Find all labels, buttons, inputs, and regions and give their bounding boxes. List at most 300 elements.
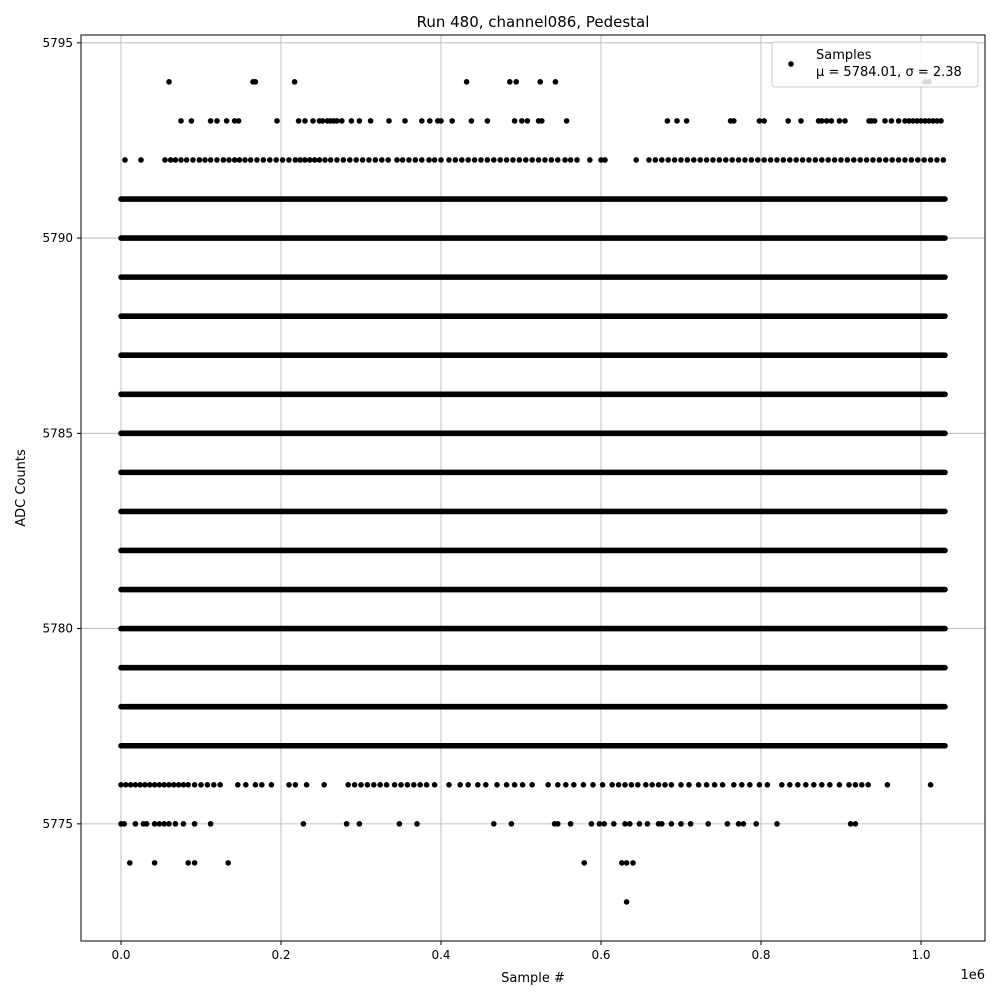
sample-point <box>147 782 153 788</box>
sample-point <box>704 157 710 163</box>
sample-point <box>224 118 230 124</box>
sample-point <box>184 157 190 163</box>
sample-point <box>334 157 340 163</box>
sample-point <box>803 782 809 788</box>
sample-point <box>133 782 139 788</box>
sample-point <box>574 157 580 163</box>
sample-point <box>848 821 854 827</box>
sample-point <box>360 157 366 163</box>
sample-point <box>457 782 463 788</box>
sample-point <box>609 782 615 788</box>
sample-point <box>426 157 432 163</box>
sample-point <box>344 821 350 827</box>
sample-point <box>564 118 570 124</box>
sample-point <box>427 118 433 124</box>
sample-point <box>757 782 763 788</box>
sample-point <box>555 782 561 788</box>
sample-point <box>731 118 737 124</box>
sample-point <box>176 782 182 788</box>
sample-point <box>432 782 438 788</box>
x-tick-label: 0.8 <box>751 948 771 962</box>
x-tick-label: 1.0 <box>911 948 931 962</box>
sample-point <box>322 157 328 163</box>
sample-point <box>459 157 465 163</box>
sample-point <box>710 157 716 163</box>
sample-point <box>624 899 630 905</box>
sample-point <box>137 782 143 788</box>
sample-point <box>197 157 203 163</box>
sample-point <box>226 157 232 163</box>
sample-point <box>312 157 318 163</box>
sample-point <box>394 157 400 163</box>
sample-point <box>339 118 345 124</box>
sample-point <box>192 860 198 866</box>
sample-point <box>885 782 891 788</box>
sample-point <box>254 157 260 163</box>
sample-point <box>357 821 363 827</box>
sample-point <box>774 157 780 163</box>
sample-point <box>261 157 267 163</box>
sample-point <box>166 782 172 788</box>
sample-point <box>549 157 555 163</box>
sample-point <box>859 782 865 788</box>
sample-point <box>280 157 286 163</box>
sample-point <box>669 782 675 788</box>
sample-point <box>253 782 259 788</box>
sample-point <box>491 821 497 827</box>
sample-point <box>478 157 484 163</box>
sample-point <box>509 821 515 827</box>
sample-point <box>321 782 327 788</box>
sample-point <box>568 821 574 827</box>
sample-point <box>741 821 747 827</box>
sample-point <box>819 118 825 124</box>
sample-point <box>185 860 191 866</box>
sample-point <box>686 782 692 788</box>
sample-point <box>649 782 655 788</box>
sample-point <box>806 157 812 163</box>
sample-point <box>208 157 214 163</box>
sample-point <box>902 157 908 163</box>
sample-point <box>366 157 372 163</box>
sample-point <box>334 118 340 124</box>
legend-entry-label: Samples <box>816 48 872 63</box>
sample-point <box>882 118 888 124</box>
sample-point <box>877 157 883 163</box>
sample-point <box>697 157 703 163</box>
sample-point <box>798 118 804 124</box>
sample-point <box>446 157 452 163</box>
sample-point <box>406 157 412 163</box>
sample-point <box>417 782 423 788</box>
sample-point <box>853 821 859 827</box>
sample-point <box>928 782 934 788</box>
sample-point <box>568 157 574 163</box>
sample-point <box>616 782 622 788</box>
sample-point <box>386 118 392 124</box>
sample-point <box>832 157 838 163</box>
sample-point <box>665 118 671 124</box>
sample-point <box>513 79 519 85</box>
sample-point <box>297 157 303 163</box>
sample-point <box>646 157 652 163</box>
sample-point <box>121 821 127 827</box>
sample-point <box>829 118 835 124</box>
sample-point <box>504 782 510 788</box>
sample-point <box>819 782 825 788</box>
sample-point <box>357 118 363 124</box>
sample-point <box>465 782 471 788</box>
sample-point <box>645 821 651 827</box>
sample-point <box>619 860 625 866</box>
sample-point <box>349 118 355 124</box>
sample-point <box>341 157 347 163</box>
sample-point <box>529 157 535 163</box>
sample-point <box>865 782 871 788</box>
sample-point <box>214 118 220 124</box>
sample-point <box>889 157 895 163</box>
sample-point <box>779 782 785 788</box>
sample-point <box>889 118 895 124</box>
sample-point <box>166 821 172 827</box>
sample-point <box>181 821 187 827</box>
sample-point <box>761 118 767 124</box>
sample-point <box>896 157 902 163</box>
sample-point <box>419 118 425 124</box>
sample-point <box>242 157 248 163</box>
sample-point <box>358 782 364 788</box>
y-tick-label: 5785 <box>42 426 73 441</box>
sample-point <box>347 157 353 163</box>
sample-point <box>529 782 535 788</box>
sample-point <box>438 118 444 124</box>
sample-point <box>504 157 510 163</box>
sample-point <box>725 821 731 827</box>
sample-point <box>142 782 148 788</box>
sample-point <box>597 821 603 827</box>
sample-point <box>629 782 635 788</box>
sample-point <box>938 118 944 124</box>
sample-point <box>590 782 596 788</box>
sample-point <box>353 157 359 163</box>
sample-point <box>601 821 607 827</box>
sample-point <box>510 157 516 163</box>
sample-point <box>208 118 214 124</box>
sample-point <box>857 157 863 163</box>
sample-point <box>152 860 158 866</box>
sample-point <box>449 118 455 124</box>
sample-point <box>236 118 242 124</box>
sample-point <box>684 118 690 124</box>
sample-point <box>273 157 279 163</box>
sample-point <box>392 782 398 788</box>
y-tick-label: 5795 <box>42 35 73 50</box>
sample-point <box>267 157 273 163</box>
sample-point <box>198 782 204 788</box>
sample-point <box>846 782 852 788</box>
sample-point <box>128 782 134 788</box>
chart-title: Run 480, channel086, Pedestal <box>416 13 650 31</box>
sample-point <box>696 782 702 788</box>
sample-point <box>157 821 163 827</box>
sample-point <box>768 157 774 163</box>
sample-point <box>555 821 561 827</box>
sample-point <box>837 118 843 124</box>
sample-point <box>497 157 503 163</box>
sample-point <box>301 821 307 827</box>
sample-point <box>208 821 214 827</box>
sample-point <box>635 782 641 788</box>
sample-point <box>211 782 217 788</box>
sample-point <box>678 821 684 827</box>
sample-point <box>787 157 793 163</box>
sample-point <box>243 782 249 788</box>
y-axis-label: ADC Counts <box>14 449 29 527</box>
sample-point <box>214 157 220 163</box>
sample-point <box>672 157 678 163</box>
sample-point <box>161 821 167 827</box>
sample-point <box>122 157 128 163</box>
sample-point <box>525 118 531 124</box>
sample-point <box>373 157 379 163</box>
sample-point <box>656 782 662 788</box>
sample-point <box>736 157 742 163</box>
sample-point <box>761 157 767 163</box>
sample-point <box>368 118 374 124</box>
sample-point <box>813 157 819 163</box>
sample-point <box>507 79 513 85</box>
sample-point <box>162 157 168 163</box>
sample-point <box>446 782 452 788</box>
x-tick-label: 0.2 <box>271 948 291 962</box>
sample-point <box>757 118 763 124</box>
sample-point <box>827 782 833 788</box>
sample-point <box>192 782 198 788</box>
sample-point <box>712 782 718 788</box>
sample-point <box>157 782 163 788</box>
sample-point <box>293 157 299 163</box>
sample-point <box>765 782 771 788</box>
sample-point <box>717 157 723 163</box>
sample-point <box>377 782 383 788</box>
sample-point <box>785 118 791 124</box>
sample-point <box>581 782 587 788</box>
sample-point <box>800 157 806 163</box>
sample-point <box>517 157 523 163</box>
sample-point <box>755 157 761 163</box>
sample-point <box>787 782 793 788</box>
sample-point <box>915 157 921 163</box>
sample-point <box>384 782 390 788</box>
legend-marker <box>788 61 794 67</box>
sample-point <box>161 782 167 788</box>
sample-point <box>749 157 755 163</box>
sample-point <box>402 118 408 124</box>
sample-point <box>328 157 334 163</box>
sample-point <box>302 118 308 124</box>
sample-point <box>662 782 668 788</box>
sample-point <box>371 782 377 788</box>
sample-point <box>653 157 659 163</box>
sample-point <box>491 157 497 163</box>
sample-point <box>739 782 745 788</box>
sample-point <box>379 157 385 163</box>
sample-point <box>398 782 404 788</box>
sample-point <box>581 860 587 866</box>
sample-point <box>811 782 817 788</box>
sample-point <box>781 157 787 163</box>
sample-point <box>178 118 184 124</box>
sample-point <box>637 821 643 827</box>
sample-point <box>659 821 665 827</box>
sample-point <box>688 821 694 827</box>
sample-point <box>123 782 129 788</box>
sample-point <box>345 782 351 788</box>
sample-point <box>166 79 172 85</box>
sample-point <box>825 157 831 163</box>
sample-point <box>602 157 608 163</box>
sample-point <box>202 157 208 163</box>
sample-point <box>232 157 238 163</box>
sample-point <box>259 782 265 788</box>
sample-point <box>921 157 927 163</box>
sample-point <box>253 79 259 85</box>
sample-point <box>539 118 545 124</box>
sample-point <box>485 157 491 163</box>
sample-point <box>872 118 878 124</box>
x-axis-label: Sample # <box>501 971 565 986</box>
sample-point <box>152 821 158 827</box>
x-axis-offset-label: 1e6 <box>960 968 985 983</box>
sample-point <box>304 782 310 788</box>
sample-point <box>571 782 577 788</box>
y-tick-label: 5790 <box>42 231 73 246</box>
sample-point <box>293 782 299 788</box>
sample-point <box>704 782 710 788</box>
sample-point <box>269 782 275 788</box>
sample-point <box>152 782 158 788</box>
sample-point <box>928 157 934 163</box>
sample-point <box>400 157 406 163</box>
sample-point <box>842 118 848 124</box>
sample-point <box>934 157 940 163</box>
sample-point <box>171 782 177 788</box>
sample-point <box>317 157 323 163</box>
sample-point <box>853 782 859 788</box>
sample-point <box>600 782 606 788</box>
sample-point <box>302 157 308 163</box>
sample-point <box>483 782 489 788</box>
sample-point <box>274 118 280 124</box>
sample-point <box>286 157 292 163</box>
sample-point <box>307 157 313 163</box>
sample-point <box>542 157 548 163</box>
sample-point <box>138 157 144 163</box>
sample-point <box>397 821 403 827</box>
sample-point <box>310 118 316 124</box>
sample-point <box>248 157 254 163</box>
x-tick-label: 0.4 <box>431 948 451 962</box>
sample-point <box>519 118 525 124</box>
sample-point <box>453 157 459 163</box>
sample-point <box>292 79 298 85</box>
sample-point <box>633 157 639 163</box>
sample-point <box>133 821 139 827</box>
sample-point <box>753 821 759 827</box>
sample-point <box>173 157 179 163</box>
sample-point <box>941 157 947 163</box>
sample-point <box>674 118 680 124</box>
sample-point <box>286 782 292 788</box>
sample-point <box>173 821 179 827</box>
sample-point <box>624 860 630 866</box>
sample-point <box>523 157 529 163</box>
sample-point <box>365 782 371 788</box>
sample-point <box>352 782 358 788</box>
sample-point <box>837 782 843 788</box>
sample-point <box>181 782 187 788</box>
sample-point <box>819 157 825 163</box>
sample-point <box>190 157 196 163</box>
sample-point <box>630 860 636 866</box>
sample-point <box>563 782 569 788</box>
sample-point <box>845 157 851 163</box>
sample-point <box>851 157 857 163</box>
sample-point <box>729 157 735 163</box>
sample-point <box>723 157 729 163</box>
sample-point <box>705 821 711 827</box>
sample-point <box>205 782 211 788</box>
sample-point <box>469 118 475 124</box>
sample-point <box>864 157 870 163</box>
sample-point <box>537 79 543 85</box>
sample-point <box>678 157 684 163</box>
sample-point <box>622 821 628 827</box>
sample-point <box>296 118 302 124</box>
sample-point <box>225 860 231 866</box>
sample-point <box>217 782 223 788</box>
sample-point <box>562 157 568 163</box>
sample-point <box>731 782 737 788</box>
sample-point <box>512 118 518 124</box>
sample-point <box>485 118 491 124</box>
sample-point <box>411 782 417 788</box>
sample-point <box>464 79 470 85</box>
sample-point <box>438 157 444 163</box>
sample-point <box>883 157 889 163</box>
sample-point <box>553 79 559 85</box>
y-tick-label: 5775 <box>42 816 73 831</box>
sample-point <box>178 157 184 163</box>
sample-point <box>185 782 191 788</box>
legend-entry-stats: μ = 5784.01, σ = 2.38 <box>816 65 962 80</box>
sample-point <box>896 118 902 124</box>
sample-point <box>643 782 649 788</box>
sample-point <box>237 157 243 163</box>
sample-point <box>235 782 241 788</box>
sample-point <box>520 782 526 788</box>
sample-point <box>793 157 799 163</box>
sample-point <box>691 157 697 163</box>
sample-point <box>512 782 518 788</box>
sample-point <box>589 821 595 827</box>
sample-point <box>736 821 742 827</box>
sample-point <box>424 782 430 788</box>
sample-point <box>414 821 420 827</box>
sample-point <box>747 782 753 788</box>
sample-point <box>870 157 876 163</box>
plot-area <box>81 35 985 941</box>
